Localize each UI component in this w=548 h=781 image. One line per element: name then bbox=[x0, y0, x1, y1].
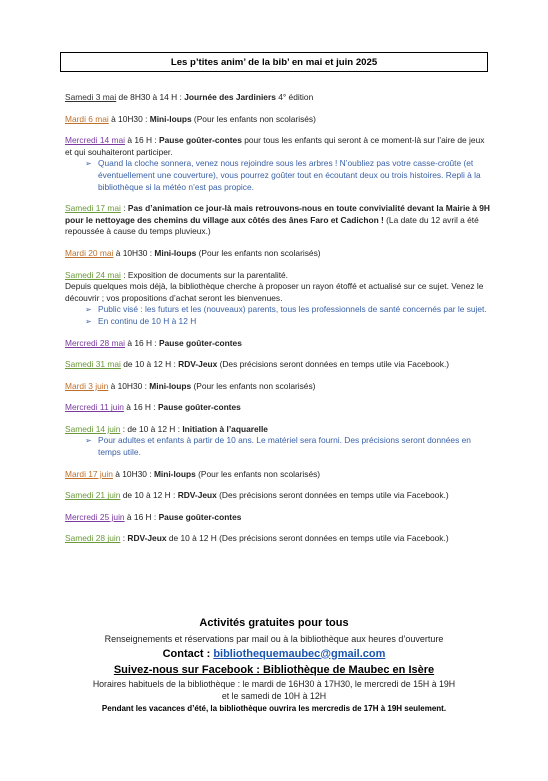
contact-label: Contact : bbox=[162, 647, 214, 660]
event-date: Samedi 17 mai bbox=[65, 203, 121, 214]
event-date: Mardi 3 juin bbox=[65, 380, 109, 391]
event-date: Samedi 28 juin bbox=[65, 533, 121, 544]
event-line bbox=[65, 270, 493, 282]
event-title: Mini-loups bbox=[149, 113, 192, 124]
event-entry bbox=[65, 203, 493, 238]
event-note: Exposition de documents sur la parentalité. bbox=[127, 269, 289, 280]
event-title: Pause goûter-contes bbox=[158, 511, 242, 522]
event-bullets bbox=[65, 435, 493, 458]
event-time: à 16 H : bbox=[124, 511, 159, 522]
event-time: : de 10 à 12 H : bbox=[120, 423, 183, 434]
event-line bbox=[65, 424, 493, 436]
event-note: pour tous les enfants qui seront à ce moment-là sur l’aire de jeux et qui souhaiteront participer. bbox=[65, 135, 485, 157]
contact-email-link[interactable]: bibliothequemaubec@gmail.com bbox=[213, 647, 386, 660]
event-title: Pause goûter-contes bbox=[159, 135, 242, 146]
hours-line-1: Horaires habituels de la bibliothèque : le mardi de 16H30 à 17H30, le mercredi de 15H à 19H bbox=[92, 678, 456, 689]
page-title: Les p’tites anim’ de la bib’ en mai et juin 2025 bbox=[60, 52, 488, 72]
event-bullet: ➢ Public visé : les futurs et les (nouveaux) parents, tous les professionnels de santé concernés par le sujet. bbox=[85, 304, 493, 316]
event-title: Journée des Jardiniers bbox=[184, 92, 276, 102]
event-line bbox=[65, 135, 493, 158]
hours-line-2: et le samedi de 10H à 12H bbox=[221, 691, 327, 702]
event-date: Samedi 31 mai bbox=[65, 359, 121, 370]
footer-info: Renseignements et réservations par mail ou à la bibliothèque aux heures d’ouverture bbox=[104, 634, 444, 645]
event-title: RDV-Jeux bbox=[177, 490, 217, 501]
event-line bbox=[65, 469, 493, 481]
event-date: Mardi 6 mai bbox=[65, 113, 109, 124]
facebook-link[interactable]: Suivez-nous sur Facebook : Bibliothèque de Maubec en Isère bbox=[113, 663, 435, 676]
event-line bbox=[65, 512, 493, 524]
event-title: Pas d’animation ce jour-là mais retrouvons-nous en toute convivialité devant la Mairie à 9H pour le nettoyage des chemins du village aux côtés des ânes Faro et Cadichon ! bbox=[65, 203, 490, 225]
event-entry bbox=[65, 381, 493, 393]
event-entry bbox=[65, 135, 493, 193]
event-date: Samedi 3 mai bbox=[65, 92, 117, 102]
event-entry bbox=[65, 359, 493, 371]
event-date: Mardi 17 juin bbox=[65, 468, 113, 479]
event-line bbox=[65, 533, 493, 545]
event-time: à 10H30 : bbox=[108, 113, 150, 124]
event-line bbox=[65, 381, 493, 393]
event-title: Mini-loups bbox=[153, 468, 196, 479]
event-time: de 10 à 12 H : bbox=[120, 490, 178, 501]
event-note: (Des précisions seront données en temps utile via Facebook.) bbox=[216, 490, 449, 501]
event-date: Samedi 24 mai bbox=[65, 269, 121, 280]
event-line bbox=[65, 359, 493, 371]
event-title: Mini-loups bbox=[154, 247, 197, 258]
events-list bbox=[65, 92, 493, 555]
event-note: (Pour les enfants non scolarisés) bbox=[195, 468, 321, 479]
event-line bbox=[65, 402, 493, 414]
summer-hours: Pendant les vacances d’été, la bibliothèque ouvrira les mercredis de 17H à 19H seulement. bbox=[101, 704, 447, 714]
event-time: à 10H30 : bbox=[108, 380, 150, 391]
event-time: à 10H30 : bbox=[112, 468, 154, 479]
event-time: de 10 à 12 H : bbox=[120, 359, 179, 370]
event-line bbox=[65, 338, 493, 350]
event-entry bbox=[65, 402, 493, 414]
event-time: de 8H30 à 14 H : bbox=[116, 92, 185, 102]
event-time: : bbox=[120, 533, 128, 544]
event-line bbox=[65, 114, 493, 126]
event-title: Mini-loups bbox=[149, 380, 192, 391]
event-date: Mercredi 28 mai bbox=[65, 337, 126, 348]
event-time: à 10H30 : bbox=[113, 247, 155, 258]
event-line bbox=[65, 490, 493, 502]
event-entry bbox=[65, 92, 493, 104]
event-entry bbox=[65, 512, 493, 524]
event-entry bbox=[65, 469, 493, 481]
event-note: (La date du 12 avril a été repoussée à cause du temps pluvieux.) bbox=[65, 214, 479, 237]
event-entry bbox=[65, 270, 493, 328]
event-line bbox=[65, 248, 493, 260]
contact-line bbox=[0, 647, 548, 662]
event-time: : bbox=[120, 269, 128, 280]
event-title: Pause goûter-contes bbox=[157, 402, 241, 413]
event-date: Mardi 20 mai bbox=[65, 247, 114, 258]
event-title: Initiation à l’aquarelle bbox=[182, 423, 268, 434]
event-date: Mercredi 25 juin bbox=[65, 511, 125, 522]
event-time: à 16 H : bbox=[125, 337, 160, 348]
event-note: (Des précisions seront données en temps utile via Facebook.) bbox=[217, 359, 450, 370]
event-date: Mercredi 14 mai bbox=[65, 135, 126, 146]
event-entry bbox=[65, 114, 493, 126]
event-title: Pause goûter-contes bbox=[159, 337, 242, 348]
event-bullet: ➢ Quand la cloche sonnera, venez nous rejoindre sous les arbres ! N’oubliez pas votre casse-croûte (et éventuellement une couverture), vous pourrez goûter tout en écoutant deux ou trois histoires. Repli à la bibliothèque si la météo n’est pas propice. bbox=[85, 158, 493, 193]
event-title: RDV-Jeux bbox=[178, 359, 218, 370]
event-entry bbox=[65, 533, 493, 545]
footer bbox=[0, 616, 548, 714]
event-time: à 16 H : bbox=[123, 402, 158, 413]
event-bullets bbox=[65, 304, 493, 327]
event-bullets bbox=[65, 158, 493, 193]
event-date: Samedi 14 juin bbox=[65, 423, 121, 434]
event-line bbox=[65, 203, 493, 238]
event-note: 4° édition bbox=[275, 92, 314, 102]
event-entry bbox=[65, 338, 493, 350]
event-description: Depuis quelques mois déjà, la bibliothèque cherche à proposer un rayon étoffé et actualisé sur ce sujet. Venez le découvrir ; vos propositions d’achat seront les bienvenues. bbox=[65, 281, 484, 303]
event-line bbox=[65, 92, 493, 104]
event-bullet: ➢ En continu de 10 H à 12 H bbox=[85, 316, 493, 328]
event-entry bbox=[65, 248, 493, 260]
event-bullet: ➢ Pour adultes et enfants à partir de 10 ans. Le matériel sera fourni. Des précisions seront données en temps utile. bbox=[85, 435, 493, 458]
event-time: : bbox=[120, 203, 128, 214]
event-note: (Pour les enfants non scolarisés) bbox=[191, 113, 316, 124]
event-entry bbox=[65, 424, 493, 459]
event-time: à 16 H : bbox=[125, 135, 160, 146]
event-note: (Pour les enfants non scolarisés) bbox=[191, 380, 316, 391]
footer-title: Activités gratuites pour tous bbox=[199, 617, 349, 629]
event-note: de 10 à 12 H (Des précisions seront données en temps utile via Facebook.) bbox=[166, 533, 449, 544]
event-entry bbox=[65, 490, 493, 502]
event-date: Mercredi 11 juin bbox=[65, 402, 124, 413]
event-title: RDV-Jeux bbox=[127, 533, 167, 544]
event-date: Samedi 21 juin bbox=[65, 490, 121, 501]
event-note: (Pour les enfants non scolarisés) bbox=[196, 247, 321, 258]
